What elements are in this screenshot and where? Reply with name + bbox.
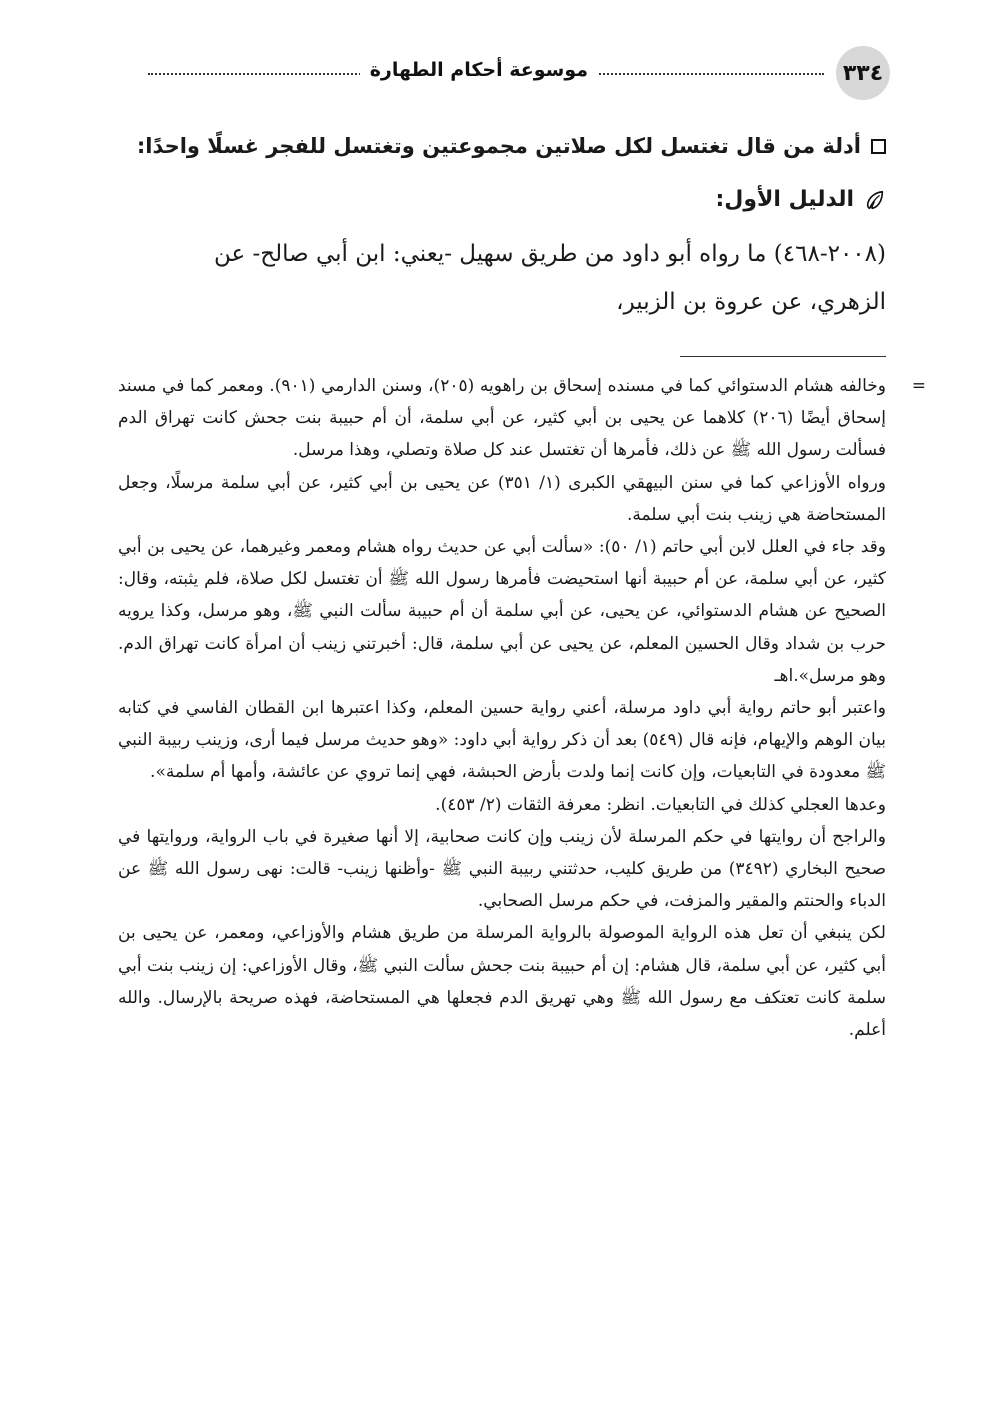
section-heading (118, 126, 886, 166)
footnote-paragraph: وعدها العجلي كذلك في التابعيات. انظر: معرفة الثقات (٢/ ٤٥٣). (435, 794, 886, 815)
main-paragraph-line: الزهري، عن عروة بن الزبير، (616, 289, 886, 315)
sub-heading-text: الدليل الأول: (715, 187, 854, 212)
footnote-paragraph: ورواه الأوزاعي كما في سنن البيهقي الكبرى (١/ ٣٥١) عن يحيى بن أبي كثير، عن أبي سلمة مرسلًا، وجعل المستحاضة هي زينب بنت أبي سلمة. (118, 472, 886, 525)
main-paragraph (118, 230, 886, 326)
footnote-paragraph: لكن ينبغي أن تعل هذه الرواية الموصولة بالرواية المرسلة من طريق هشام والأوزاعي، ومعمر، عن يحيى بن أبي كثير، عن أبي سلمة، قال هشام: إن أم حبيبة بنت جحش سألت النبي ﷺ، وقال الأوزاعي: إن زينب بنت أبي سلمة كانت تعتكف مع رسول الله ﷺ وهي تهريق الدم فجعلها هي المستحاضة، فهذه صريحة بالإرسال. والله أعلم. (118, 923, 886, 1041)
footnote-paragraph: والراجح أن روايتها في حكم المرسلة لأن زينب وإن كانت صحابية، إلا أنها صغيرة في باب الرواية، وروايتها في صحيح البخاري (٣٤٩٢) من طريق كليب، حدثتني ربيبة النبي ﷺ -وأظنها زينب- قالت: نهى رسول الله ﷺ عن الدباء والحنتم والمقير والمزفت، في حكم مرسل الصحابي. (118, 826, 887, 912)
page-number-badge: ٣٣٤ (836, 46, 890, 100)
page-header (142, 44, 890, 100)
footnote-separator (680, 356, 886, 357)
leaf-ornament-icon (864, 189, 886, 211)
footnote-continuation-mark: = (911, 376, 926, 396)
sub-heading (118, 178, 886, 222)
section-heading-text: أدلة من قال تغتسل لكل صلاتين مجموعتين وتغتسل للفجر غسلًا واحدًا: (136, 134, 861, 158)
main-paragraph-line: (٢٠٠٨-٤٦٨) ما رواه أبو داود من طريق سهيل -يعني: ابن أبي صالح- عن (213, 241, 886, 267)
running-title: موسوعة أحكام الطهارة (360, 56, 598, 84)
footnote-paragraph: وقد جاء في العلل لابن أبي حاتم (١/ ٥٠): «سألت أبي عن حديث رواه هشام ومعمر وغيرهما، عن يحيى بن أبي كثير، عن أبي سلمة، عن أم حبيبة أنها استحيضت فأمرها رسول الله ﷺ أن تغتسل لكل صلاة، فلم يثبته، وقال: الصحيح عن هشام الدستوائي، عن يحيى، عن أبي سلمة أن أم حبيبة سألت النبي ﷺ، وهو مرسل، وكذا يرويه حرب بن شداد وقال الحسين المعلم، عن يحيى عن أبي سلمة، قال: أخبرتني زينب أن امرأة كانت تهراق الدم. وهو مرسل».اهـ (118, 537, 886, 686)
footnote-paragraph: وخالفه هشام الدستوائي كما في مسنده إسحاق بن راهويه (٢٠٥)، وسنن الدارمي (٩٠١). ومعمر كما في مسند إسحاق أيضًا (٢٠٦) كلاهما عن يحيى بن أبي كثير، عن أبي سلمة، أن أم حبيبة بنت جحش كانت تهراق الدم فسألت رسول الله ﷺ عن ذلك، فأمرها أن تغتسل عند كل صلاة وتصلي، وهذا مرسل. (118, 376, 886, 461)
square-bullet-icon (871, 139, 886, 154)
footnotes (118, 370, 926, 1046)
main-text (118, 126, 886, 326)
footnote-paragraph: واعتبر أبو حاتم رواية أبي داود مرسلة، أعني رواية حسين المعلم، وكذا اعتبرها ابن القطان الفاسي في كتابه بيان الوهم والإيهام، فإنه قال (٥٤٩) بعد أن ذكر رواية أبي داود: «وهو حديث مرسل فيما أرى، وزينب ربيبة النبي ﷺ معدودة في التابعيات، وإن كانت إنما ولدت بأرض الحبشة، فهي إنما تروي عن عائشة، وأمها أم سلمة». (118, 698, 886, 783)
